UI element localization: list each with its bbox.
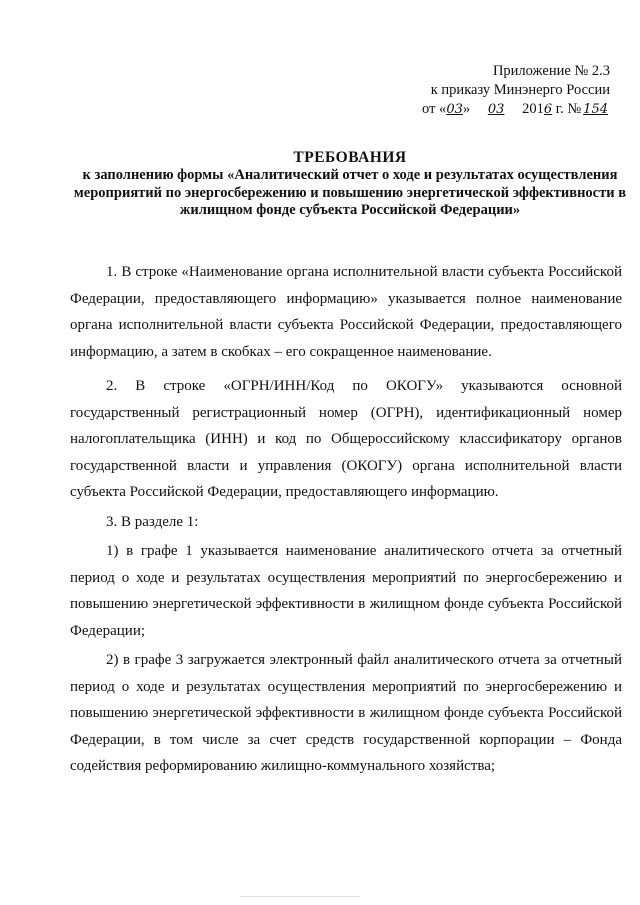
handwritten-month: 03 (487, 102, 505, 117)
handwritten-day: 03 (446, 102, 463, 117)
year-prefix: 201 (522, 101, 544, 117)
scan-artifact-line (240, 896, 360, 897)
appendix-order-ref: к приказу Минэнерго России (430, 82, 610, 98)
appendix-header (422, 62, 610, 119)
number-label: г. № (552, 101, 582, 117)
date-prefix: от « (422, 101, 447, 117)
paragraph-3-item-2: 2) в графе 3 загружается электронный файл аналитического отчета за отчетный период о ходе и результатах осуществления мероприятий по энергосбережению и повышению энергетической эффективности в жилищном фонде субъекта Российской Федерации, в том числе за счет средств государственной корпорации – Фонда содействия реформированию жилищно-коммунального хозяйства; (70, 652, 622, 774)
document-heading (70, 148, 630, 220)
paragraph-1: 1. В строке «Наименование органа исполнительной власти субъекта Российской Федерации, предоставляющего информацию» указывается полное наименование органа исполнительной власти субъекта Российской Федерации, предоставляющего информацию, а затем в скобках – его сокращенное наименование. (70, 264, 622, 360)
handwritten-year-digit: 6 (543, 102, 553, 117)
paragraph-2: 2. В строке «ОГРН/ИНН/Код по ОКОГУ» указываются основной государственный регистрационный номер (ОГРН), идентификационный номер налогоплательщика (ИНН) и код по Общероссийскому классификатору органов государственной власти и управления (ОКОГУ) органа исполнительной власти субъекта Российской Федерации, предоставляющего информацию. (70, 378, 622, 500)
paragraph-3: 3. В разделе 1: (106, 513, 199, 530)
document-subtitle: к заполнению формы «Аналитический отчет о ходе и результатах осуществления мероприятий по энергосбережению и повышению энергетической эффективности в жилищном фонде субъекта Российской Федерации» (73, 167, 627, 218)
date-close-quote: » (462, 101, 471, 117)
handwritten-order-number: 154 (583, 102, 608, 117)
appendix-order-date (422, 100, 610, 119)
paragraph-3-item-1: 1) в графе 1 указывается наименование аналитического отчета за отчетный период о ходе и результатах осуществления мероприятий по энергосбережению и повышению энергетической эффективности в жилищном фонде субъекта Российской Федерации; (70, 543, 622, 639)
document-title: ТРЕБОВАНИЯ (293, 149, 407, 166)
document-body (70, 259, 622, 780)
appendix-number: Приложение № 2.3 (492, 63, 610, 79)
